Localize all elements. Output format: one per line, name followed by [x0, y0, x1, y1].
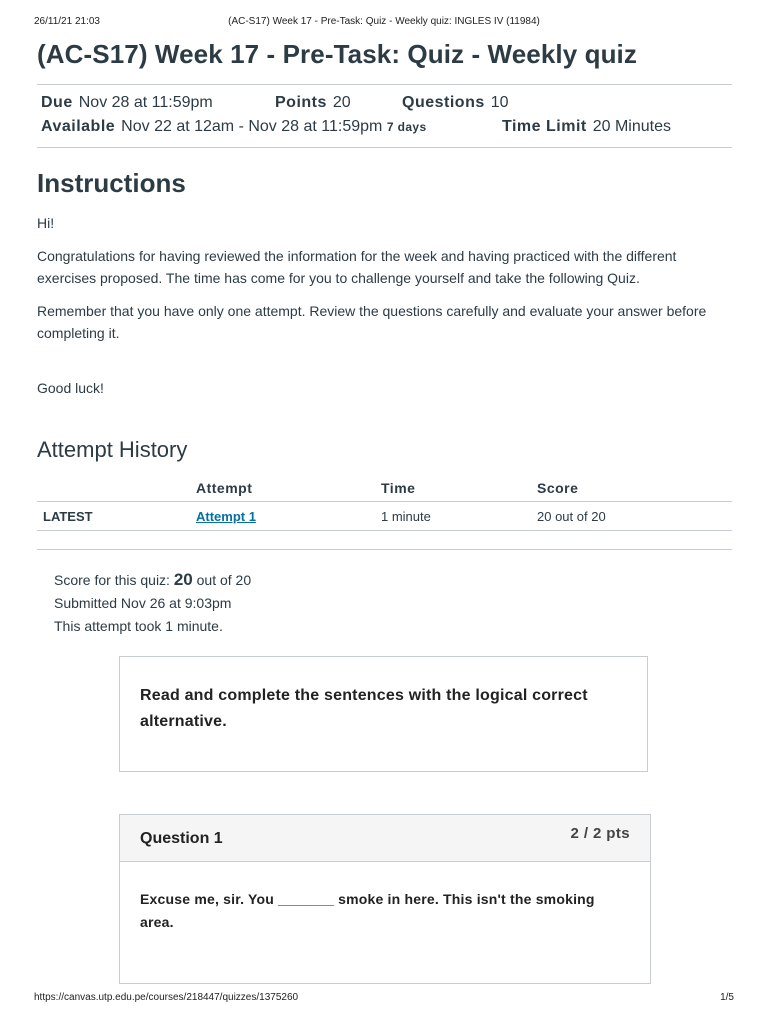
question-name: Question 1	[140, 830, 223, 847]
instructions-closing: Good luck!	[37, 380, 104, 396]
score-cell: 20 out of 20	[531, 502, 732, 531]
instructions-paragraph: Congratulations for having reviewed the information for the week and having practiced with the different exercises proposed. The time has come for you to challenge yourself and take the following Quiz.	[37, 248, 677, 286]
text-only-question	[119, 656, 648, 772]
attempt-history-table	[37, 475, 732, 531]
attempt-history-heading: Attempt History	[37, 437, 188, 462]
divider	[37, 549, 732, 550]
instructions-paragraph: Remember that you have only one attempt. Review the questions carefully and evaluate your answer before completing it.	[37, 303, 707, 341]
question-text: Excuse me, sir. You _______ smoke in here. This isn't the smoking area.	[140, 891, 595, 930]
instructions-heading: Instructions	[37, 168, 186, 198]
due-value: Nov 28 at 11:59pm	[78, 94, 213, 111]
question-points: 2 / 2 pts	[570, 825, 630, 842]
available-item	[41, 115, 427, 139]
print-page-number: 1/5	[720, 992, 734, 1003]
print-url: https://canvas.utp.edu.pe/courses/218447/quizzes/1375260	[34, 992, 299, 1003]
time-limit-item	[502, 115, 671, 139]
score-suffix: out of 20	[196, 572, 252, 588]
question-header	[120, 815, 650, 862]
score-line	[54, 568, 732, 592]
quiz-details	[37, 84, 732, 148]
score-prefix: Score for this quiz:	[54, 572, 170, 588]
table-row	[37, 502, 732, 531]
details-row-2	[41, 115, 732, 139]
due-item	[41, 91, 213, 115]
column-header	[37, 475, 190, 502]
time-limit-value: 20 Minutes	[592, 118, 671, 135]
available-days: 7 days	[386, 120, 427, 134]
questions-value: 10	[490, 94, 509, 111]
print-footer	[34, 992, 734, 1006]
points-item	[275, 91, 351, 115]
available-value: Nov 22 at 12am - Nov 28 at 11:59pm	[121, 118, 383, 135]
questions-label: Questions	[402, 94, 485, 111]
points-value: 20	[332, 94, 351, 111]
quiz-summary	[54, 568, 732, 638]
column-header: Attempt	[190, 475, 375, 502]
latest-label: LATEST	[37, 502, 190, 531]
print-datetime: 26/11/21 21:03	[34, 16, 100, 27]
attempt-1-link[interactable]: Attempt 1	[196, 508, 256, 524]
column-header: Score	[531, 475, 732, 502]
instructions-body	[37, 212, 732, 399]
column-header: Time	[375, 475, 531, 502]
instructions-greeting: Hi!	[37, 215, 55, 231]
questions-item	[402, 91, 509, 115]
text-block: Read and complete the sentences with the logical correct alternative.	[140, 687, 588, 730]
quiz-title: (AC-S17) Week 17 - Pre-Task: Quiz - Weekly quiz	[37, 39, 637, 69]
submitted-line: Submitted Nov 26 at 9:03pm	[54, 595, 232, 611]
due-label: Due	[41, 94, 73, 111]
score-value: 20	[173, 570, 193, 589]
attempt-cell	[190, 502, 375, 531]
points-label: Points	[275, 94, 327, 111]
question-1	[119, 814, 651, 984]
details-row-1	[41, 91, 732, 115]
time-limit-label: Time Limit	[502, 118, 587, 135]
quiz-content	[37, 36, 732, 984]
duration-line: This attempt took 1 minute.	[54, 618, 223, 634]
time-cell: 1 minute	[375, 502, 531, 531]
available-label: Available	[41, 118, 116, 135]
print-doc-title: (AC-S17) Week 17 - Pre-Task: Quiz - Weekly quiz: INGLES IV (11984)	[228, 16, 540, 27]
print-header	[34, 16, 734, 30]
table-header-row	[37, 475, 732, 502]
